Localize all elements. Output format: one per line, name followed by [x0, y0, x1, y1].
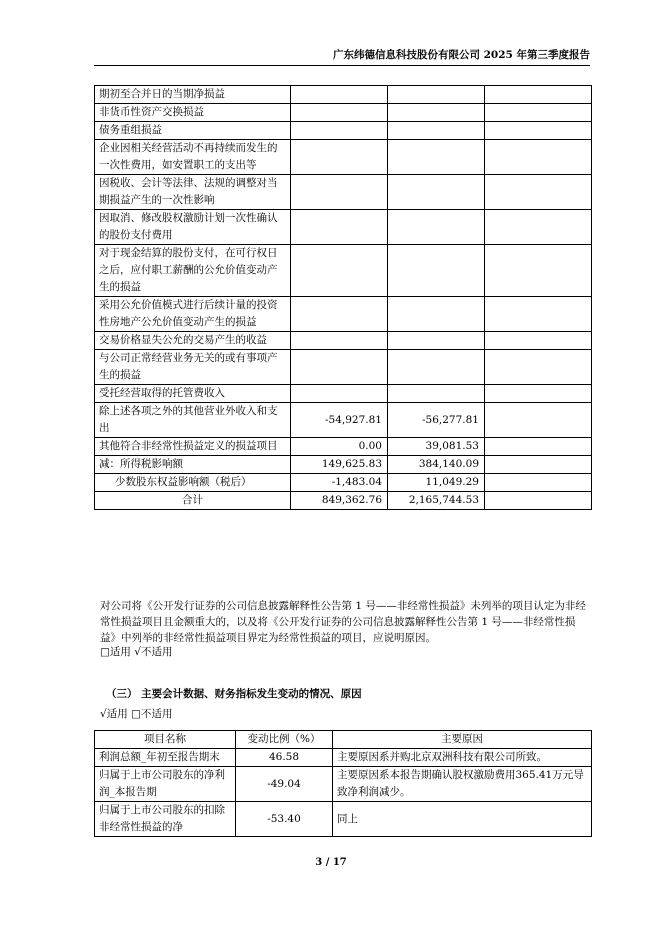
empty-cell: [485, 210, 592, 245]
empty-cell: [485, 297, 592, 332]
value-cell: [388, 86, 485, 104]
value-cell: 11,049.29: [388, 474, 485, 492]
table-row: [95, 175, 592, 210]
item-label: 债务重组损益: [95, 122, 291, 140]
value-cell: 0.00: [291, 438, 388, 456]
empty-cell: [485, 86, 592, 104]
table-row: [95, 297, 592, 332]
name-cell: 归属于上市公司股东的扣除非经常性损益的净: [95, 802, 236, 837]
value-cell: [291, 122, 388, 140]
value-cell: [388, 175, 485, 210]
value-cell: 849,362.76: [291, 492, 388, 510]
value-cell: [388, 350, 485, 385]
item-label: 采用公允价值模式进行后续计量的投资性房地产公允价值变动产生的损益: [95, 297, 291, 332]
empty-cell: [485, 492, 592, 510]
table-row: [95, 122, 592, 140]
table-row: [95, 403, 592, 438]
value-cell: [388, 140, 485, 175]
value-cell: [291, 86, 388, 104]
value-cell: [291, 104, 388, 122]
empty-cell: [485, 438, 592, 456]
reason-cell: 同上: [333, 802, 592, 837]
applicability-check-1: □适用 √不适用: [100, 646, 173, 658]
item-label: 合计: [95, 492, 291, 510]
pct-cell: -49.04: [236, 767, 333, 802]
pct-cell: -53.40: [236, 802, 333, 837]
change-reasons-table: [94, 730, 592, 837]
section-3-title: （三） 主要会计数据、财务指标发生变动的情况、原因: [106, 688, 362, 700]
empty-cell: [485, 245, 592, 297]
value-cell: 39,081.53: [388, 438, 485, 456]
value-cell: 2,165,744.53: [388, 492, 485, 510]
value-cell: [388, 104, 485, 122]
value-cell: [388, 385, 485, 403]
table-row: [95, 86, 592, 104]
table-row: [95, 749, 592, 767]
item-label: 非货币性资产交换损益: [95, 104, 291, 122]
value-cell: [291, 175, 388, 210]
value-cell: [388, 122, 485, 140]
table-header-row: [95, 731, 592, 749]
empty-cell: [485, 175, 592, 210]
empty-cell: [485, 456, 592, 474]
empty-cell: [485, 140, 592, 175]
item-label: 少数股东权益影响额（税后）: [95, 474, 291, 492]
empty-cell: [485, 332, 592, 350]
table-row: [95, 140, 592, 175]
item-label: 期初至合并日的当期净损益: [95, 86, 291, 104]
table-row: [95, 802, 592, 837]
value-cell: [388, 332, 485, 350]
value-cell: [291, 245, 388, 297]
empty-cell: [485, 122, 592, 140]
item-label: 对于现金结算的股份支付，在可行权日之后，应付职工薪酬的公允价值变动产生的损益: [95, 245, 291, 297]
value-cell: 384,140.09: [388, 456, 485, 474]
value-cell: [291, 385, 388, 403]
value-cell: [388, 210, 485, 245]
reason-cell: 主要原因系并购北京双洲科技有限公司所致。: [333, 749, 592, 767]
value-cell: -54,927.81: [291, 403, 388, 438]
applicability-check-2: √适用 □不适用: [100, 708, 173, 720]
reason-cell: 主要原因系本报告期确认股权激励费用365.41万元导致净利润减少。: [333, 767, 592, 802]
table-row: [95, 245, 592, 297]
empty-cell: [485, 403, 592, 438]
table-row: [95, 210, 592, 245]
value-cell: [388, 245, 485, 297]
empty-cell: [485, 104, 592, 122]
page-number: 3 / 17: [315, 857, 347, 868]
item-label: 企业因相关经营活动不再持续而发生的一次性费用，如安置职工的支出等: [95, 140, 291, 175]
item-label: 其他符合非经常性损益定义的损益项目: [95, 438, 291, 456]
header-main-reason: 主要原因: [333, 731, 592, 749]
table-row: [95, 492, 592, 510]
table-row: [95, 474, 592, 492]
pct-cell: 46.58: [236, 749, 333, 767]
table-row: [95, 438, 592, 456]
table-row: [95, 104, 592, 122]
item-label: 除上述各项之外的其他营业外收入和支出: [95, 403, 291, 438]
table-row: [95, 350, 592, 385]
value-cell: -1,483.04: [291, 474, 388, 492]
item-label: 交易价格显失公允的交易产生的收益: [95, 332, 291, 350]
name-cell: 利润总额_年初至报告期末: [95, 749, 236, 767]
empty-cell: [485, 350, 592, 385]
header-item-name: 项目名称: [95, 731, 236, 749]
table-row: [95, 385, 592, 403]
item-label: 受托经营取得的托管费收入: [95, 385, 291, 403]
value-cell: [388, 297, 485, 332]
empty-cell: [485, 385, 592, 403]
item-label: 因取消、修改股权激励计划一次性确认的股份支付费用: [95, 210, 291, 245]
value-cell: [291, 350, 388, 385]
non-recurring-items-table: [94, 85, 592, 510]
value-cell: [291, 297, 388, 332]
table-row: [95, 332, 592, 350]
item-label: 减：所得税影响额: [95, 456, 291, 474]
empty-cell: [485, 474, 592, 492]
value-cell: [291, 332, 388, 350]
table-row: [95, 456, 592, 474]
explanation-paragraph: 对公司将《公开发行证券的公司信息披露解释性公告第 1 号——非经常性损益》未列举的项目认定为非经常性损益项目且金额重大的，以及将《公开发行证券的公司信息披露解释性公告第 1 号——非经常性损益》中列举的非经常性损益项目界定为经常性损益的项目，应说明原因。: [100, 600, 586, 644]
name-cell: 归属于上市公司股东的净利润_本报告期: [95, 767, 236, 802]
report-header: 广东纬德信息科技股份有限公司 2025 年第三季度报告: [94, 47, 590, 66]
header-change-ratio: 变动比例（%）: [236, 731, 333, 749]
item-label: 因税收、会计等法律、法规的调整对当期损益产生的一次性影响: [95, 175, 291, 210]
table-row: [95, 767, 592, 802]
value-cell: -56,277.81: [388, 403, 485, 438]
value-cell: [291, 140, 388, 175]
value-cell: [291, 210, 388, 245]
value-cell: 149,625.83: [291, 456, 388, 474]
item-label: 与公司正常经营业务无关的或有事项产生的损益: [95, 350, 291, 385]
